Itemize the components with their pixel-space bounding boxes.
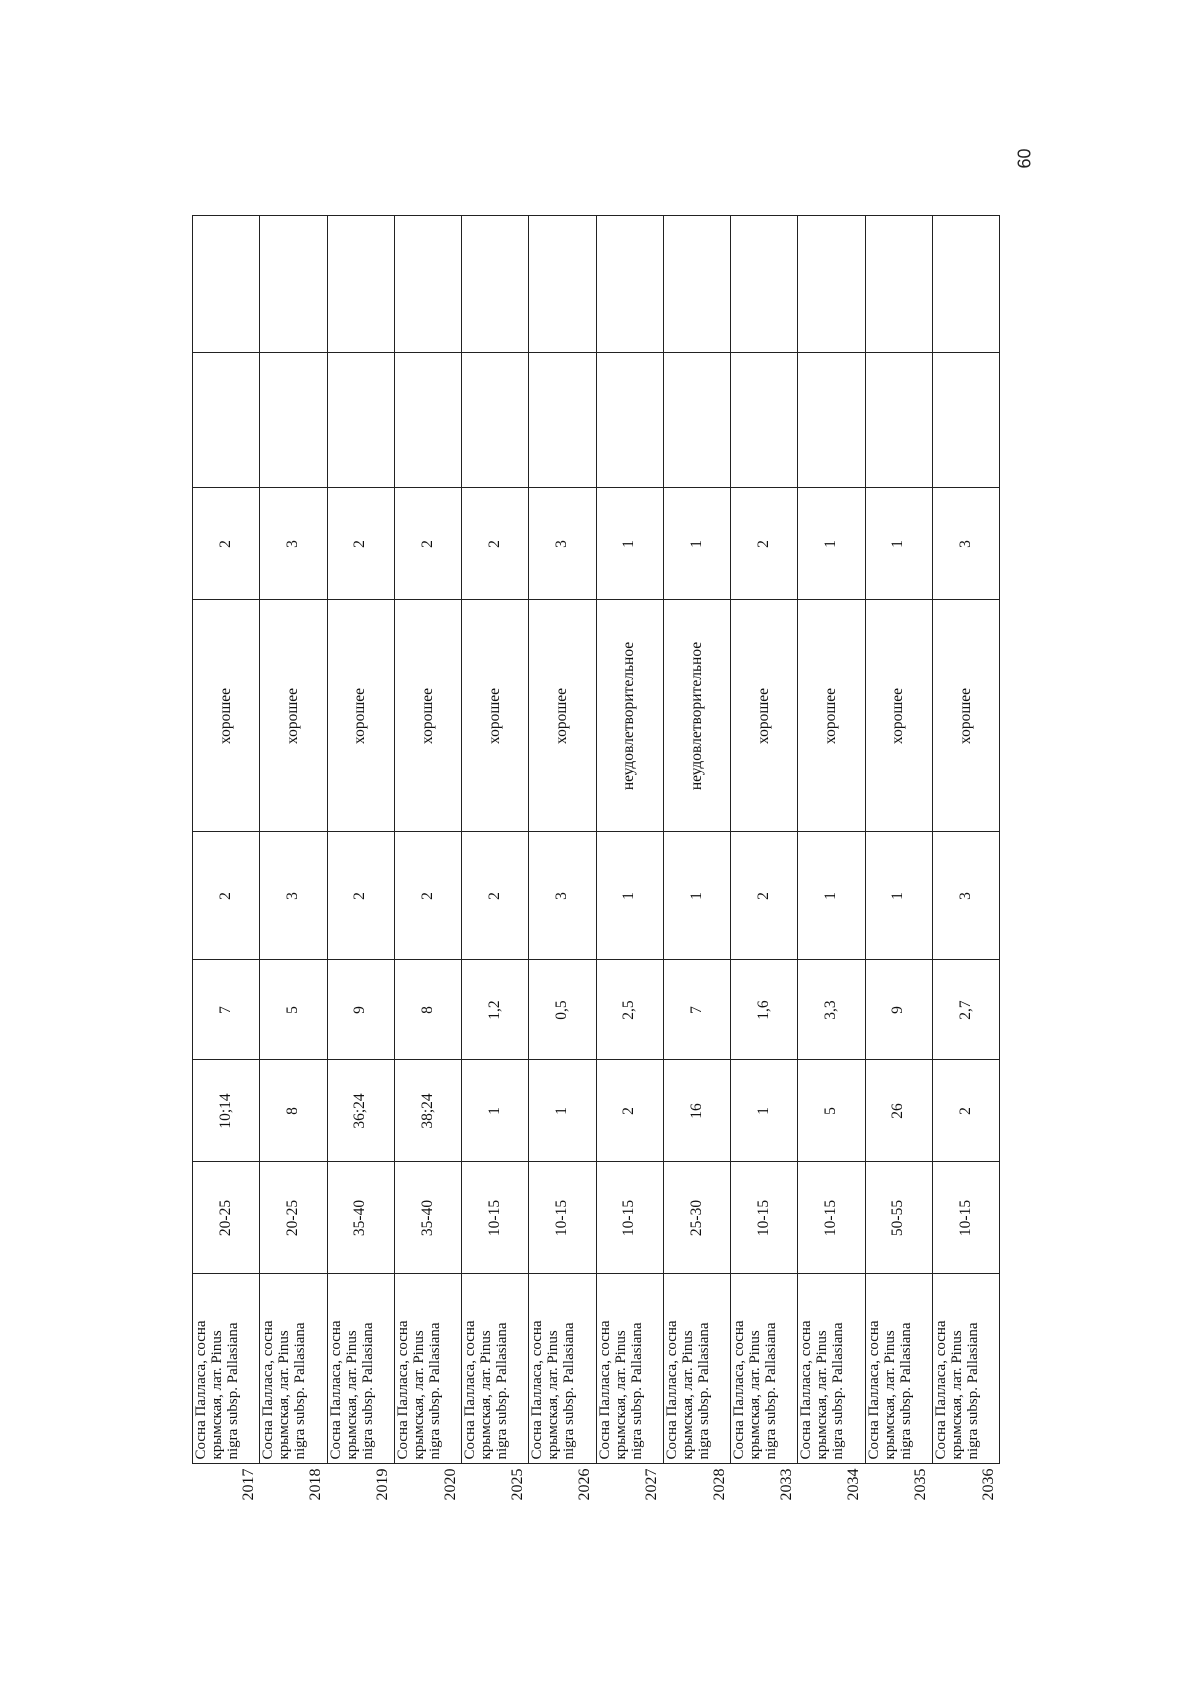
condition-cell: хорошее bbox=[462, 600, 529, 832]
table-row bbox=[596, 216, 663, 1516]
diameter-cell: 2 bbox=[932, 1060, 999, 1162]
value-cell: 3 bbox=[260, 488, 327, 600]
empty-cell bbox=[663, 353, 730, 488]
value-cell: 3 bbox=[932, 488, 999, 600]
year-cell: 2026 bbox=[529, 1464, 596, 1516]
age-cell: 10-15 bbox=[798, 1162, 865, 1274]
species-cell bbox=[394, 1274, 461, 1464]
value-cell: 3 bbox=[529, 832, 596, 960]
condition-cell: хорошее bbox=[394, 600, 461, 832]
condition-cell: хорошее bbox=[260, 600, 327, 832]
diameter-cell: 8 bbox=[260, 1060, 327, 1162]
height-cell: 9 bbox=[865, 960, 932, 1060]
species-line: Сосна Палласа, сосна bbox=[260, 1320, 277, 1460]
species-line: Сосна Палласа, сосна bbox=[529, 1320, 546, 1460]
value-cell: 1 bbox=[596, 488, 663, 600]
species-line: nigra subsp. Pallasiana bbox=[628, 1322, 645, 1460]
table-row bbox=[529, 216, 596, 1516]
empty-cell bbox=[260, 216, 327, 353]
condition-cell: хорошее bbox=[932, 600, 999, 832]
value-cell: 1 bbox=[865, 488, 932, 600]
species-line: крымская, лат. Pinus bbox=[948, 1330, 965, 1460]
species-cell bbox=[193, 1274, 260, 1464]
table-row bbox=[260, 216, 327, 1516]
species-line: крымская, лат. Pinus bbox=[276, 1330, 293, 1460]
page-number: 60 bbox=[1014, 148, 1035, 169]
empty-cell bbox=[394, 216, 461, 353]
species-cell bbox=[462, 1274, 529, 1464]
table-row bbox=[932, 216, 999, 1516]
species-line: nigra subsp. Pallasiana bbox=[695, 1322, 712, 1460]
species-line: nigra subsp. Pallasiana bbox=[292, 1322, 309, 1460]
empty-cell bbox=[932, 353, 999, 488]
year-cell: 2027 bbox=[596, 1464, 663, 1516]
height-cell: 0,5 bbox=[529, 960, 596, 1060]
empty-cell bbox=[327, 353, 394, 488]
year-cell: 2034 bbox=[798, 1464, 865, 1516]
empty-cell bbox=[798, 216, 865, 353]
height-cell: 7 bbox=[193, 960, 260, 1060]
table-row bbox=[394, 216, 461, 1516]
value-cell: 2 bbox=[394, 832, 461, 960]
empty-cell bbox=[798, 353, 865, 488]
species-line: Сосна Палласа, сосна bbox=[327, 1320, 344, 1460]
age-cell: 35-40 bbox=[394, 1162, 461, 1274]
species-line: Сосна Палласа, сосна bbox=[798, 1320, 815, 1460]
species-line: Сосна Палласа, сосна bbox=[663, 1320, 680, 1460]
species-cell bbox=[865, 1274, 932, 1464]
value-cell: 2 bbox=[193, 832, 260, 960]
diameter-cell: 2 bbox=[596, 1060, 663, 1162]
condition-cell: хорошее bbox=[865, 600, 932, 832]
value-cell: 2 bbox=[394, 488, 461, 600]
empty-cell bbox=[462, 353, 529, 488]
age-cell: 10-15 bbox=[596, 1162, 663, 1274]
species-line: nigra subsp. Pallasiana bbox=[830, 1322, 847, 1460]
species-line: nigra subsp. Pallasiana bbox=[494, 1322, 511, 1460]
species-cell bbox=[596, 1274, 663, 1464]
tree-inventory-table-container bbox=[192, 216, 1000, 1516]
species-line: крымская, лат. Pinus bbox=[410, 1330, 427, 1460]
value-cell: 3 bbox=[932, 832, 999, 960]
condition-cell: хорошее bbox=[529, 600, 596, 832]
empty-cell bbox=[529, 353, 596, 488]
species-line: nigra subsp. Pallasiana bbox=[359, 1322, 376, 1460]
year-cell: 2036 bbox=[932, 1464, 999, 1516]
year-cell: 2025 bbox=[462, 1464, 529, 1516]
condition-cell: хорошее bbox=[193, 600, 260, 832]
height-cell: 3,3 bbox=[798, 960, 865, 1060]
condition-cell: неудовлетворительное bbox=[663, 600, 730, 832]
value-cell: 2 bbox=[193, 488, 260, 600]
value-cell: 1 bbox=[798, 832, 865, 960]
value-cell: 2 bbox=[731, 832, 798, 960]
empty-cell bbox=[260, 353, 327, 488]
species-line: nigra subsp. Pallasiana bbox=[561, 1322, 578, 1460]
tree-inventory-table bbox=[192, 216, 1000, 1517]
species-line: крымская, лат. Pinus bbox=[612, 1330, 629, 1460]
age-cell: 50-55 bbox=[865, 1162, 932, 1274]
year-cell: 2017 bbox=[193, 1464, 260, 1516]
value-cell: 1 bbox=[663, 488, 730, 600]
year-cell: 2033 bbox=[731, 1464, 798, 1516]
species-line: nigra subsp. Pallasiana bbox=[426, 1322, 443, 1460]
species-line: Сосна Палласа, сосна bbox=[596, 1320, 613, 1460]
age-cell: 10-15 bbox=[529, 1162, 596, 1274]
height-cell: 9 bbox=[327, 960, 394, 1060]
species-cell bbox=[932, 1274, 999, 1464]
year-cell: 2028 bbox=[663, 1464, 730, 1516]
value-cell: 3 bbox=[260, 832, 327, 960]
year-cell: 2035 bbox=[865, 1464, 932, 1516]
species-cell bbox=[798, 1274, 865, 1464]
height-cell: 1,2 bbox=[462, 960, 529, 1060]
species-cell bbox=[327, 1274, 394, 1464]
age-cell: 10-15 bbox=[731, 1162, 798, 1274]
species-line: крымская, лат. Pinus bbox=[545, 1330, 562, 1460]
table-row bbox=[327, 216, 394, 1516]
age-cell: 20-25 bbox=[193, 1162, 260, 1274]
height-cell: 5 bbox=[260, 960, 327, 1060]
empty-cell bbox=[529, 216, 596, 353]
age-cell: 10-15 bbox=[932, 1162, 999, 1274]
condition-cell: хорошее bbox=[731, 600, 798, 832]
species-line: Сосна Палласа, сосна bbox=[394, 1320, 411, 1460]
diameter-cell: 38;24 bbox=[394, 1060, 461, 1162]
species-line: крымская, лат. Pinus bbox=[881, 1330, 898, 1460]
table-row bbox=[865, 216, 932, 1516]
empty-cell bbox=[193, 216, 260, 353]
value-cell: 3 bbox=[529, 488, 596, 600]
year-cell: 2018 bbox=[260, 1464, 327, 1516]
empty-cell bbox=[932, 216, 999, 353]
height-cell: 2,5 bbox=[596, 960, 663, 1060]
empty-cell bbox=[596, 353, 663, 488]
table-row bbox=[193, 216, 260, 1516]
age-cell: 10-15 bbox=[462, 1162, 529, 1274]
species-line: nigra subsp. Pallasiana bbox=[964, 1322, 981, 1460]
diameter-cell: 1 bbox=[731, 1060, 798, 1162]
table-row bbox=[798, 216, 865, 1516]
table-row bbox=[663, 216, 730, 1516]
species-line: Сосна Палласа, сосна bbox=[193, 1320, 209, 1460]
age-cell: 25-30 bbox=[663, 1162, 730, 1274]
value-cell: 2 bbox=[731, 488, 798, 600]
value-cell: 2 bbox=[327, 832, 394, 960]
condition-cell: неудовлетворительное bbox=[596, 600, 663, 832]
species-line: nigra subsp. Pallasiana bbox=[225, 1322, 242, 1460]
diameter-cell: 36;24 bbox=[327, 1060, 394, 1162]
empty-cell bbox=[731, 353, 798, 488]
species-cell bbox=[529, 1274, 596, 1464]
value-cell: 1 bbox=[663, 832, 730, 960]
condition-cell: хорошее bbox=[327, 600, 394, 832]
value-cell: 1 bbox=[798, 488, 865, 600]
empty-cell bbox=[327, 216, 394, 353]
value-cell: 1 bbox=[865, 832, 932, 960]
species-line: nigra subsp. Pallasiana bbox=[897, 1322, 914, 1460]
species-line: крымская, лат. Pinus bbox=[814, 1330, 831, 1460]
age-cell: 35-40 bbox=[327, 1162, 394, 1274]
age-cell: 20-25 bbox=[260, 1162, 327, 1274]
height-cell: 2,7 bbox=[932, 960, 999, 1060]
table-row bbox=[462, 216, 529, 1516]
species-line: Сосна Палласа, сосна bbox=[731, 1320, 747, 1460]
species-cell bbox=[731, 1274, 798, 1464]
height-cell: 8 bbox=[394, 960, 461, 1060]
species-line: Сосна Палласа, сосна bbox=[462, 1320, 478, 1460]
diameter-cell: 16 bbox=[663, 1060, 730, 1162]
condition-cell: хорошее bbox=[798, 600, 865, 832]
empty-cell bbox=[731, 216, 798, 353]
diameter-cell: 26 bbox=[865, 1060, 932, 1162]
empty-cell bbox=[663, 216, 730, 353]
table-body bbox=[193, 216, 1000, 1516]
empty-cell bbox=[865, 216, 932, 353]
species-line: крымская, лат. Pinus bbox=[478, 1330, 495, 1460]
height-cell: 1,6 bbox=[731, 960, 798, 1060]
species-line: nigra subsp. Pallasiana bbox=[763, 1322, 780, 1460]
empty-cell bbox=[865, 353, 932, 488]
diameter-cell: 10;14 bbox=[193, 1060, 260, 1162]
value-cell: 1 bbox=[596, 832, 663, 960]
value-cell: 2 bbox=[462, 488, 529, 600]
species-line: крымская, лат. Pinus bbox=[747, 1330, 764, 1460]
species-cell bbox=[260, 1274, 327, 1464]
species-cell bbox=[663, 1274, 730, 1464]
value-cell: 2 bbox=[327, 488, 394, 600]
diameter-cell: 1 bbox=[462, 1060, 529, 1162]
value-cell: 2 bbox=[462, 832, 529, 960]
species-line: крымская, лат. Pinus bbox=[679, 1330, 696, 1460]
species-line: Сосна Палласа, сосна bbox=[865, 1320, 882, 1460]
year-cell: 2019 bbox=[327, 1464, 394, 1516]
height-cell: 7 bbox=[663, 960, 730, 1060]
species-line: Сосна Палласа, сосна bbox=[932, 1320, 949, 1460]
table-row bbox=[731, 216, 798, 1516]
species-line: крымская, лат. Pinus bbox=[343, 1330, 360, 1460]
empty-cell bbox=[462, 216, 529, 353]
year-cell: 2020 bbox=[394, 1464, 461, 1516]
species-line: крымская, лат. Pinus bbox=[209, 1330, 226, 1460]
diameter-cell: 5 bbox=[798, 1060, 865, 1162]
diameter-cell: 1 bbox=[529, 1060, 596, 1162]
empty-cell bbox=[193, 353, 260, 488]
empty-cell bbox=[596, 216, 663, 353]
empty-cell bbox=[394, 353, 461, 488]
